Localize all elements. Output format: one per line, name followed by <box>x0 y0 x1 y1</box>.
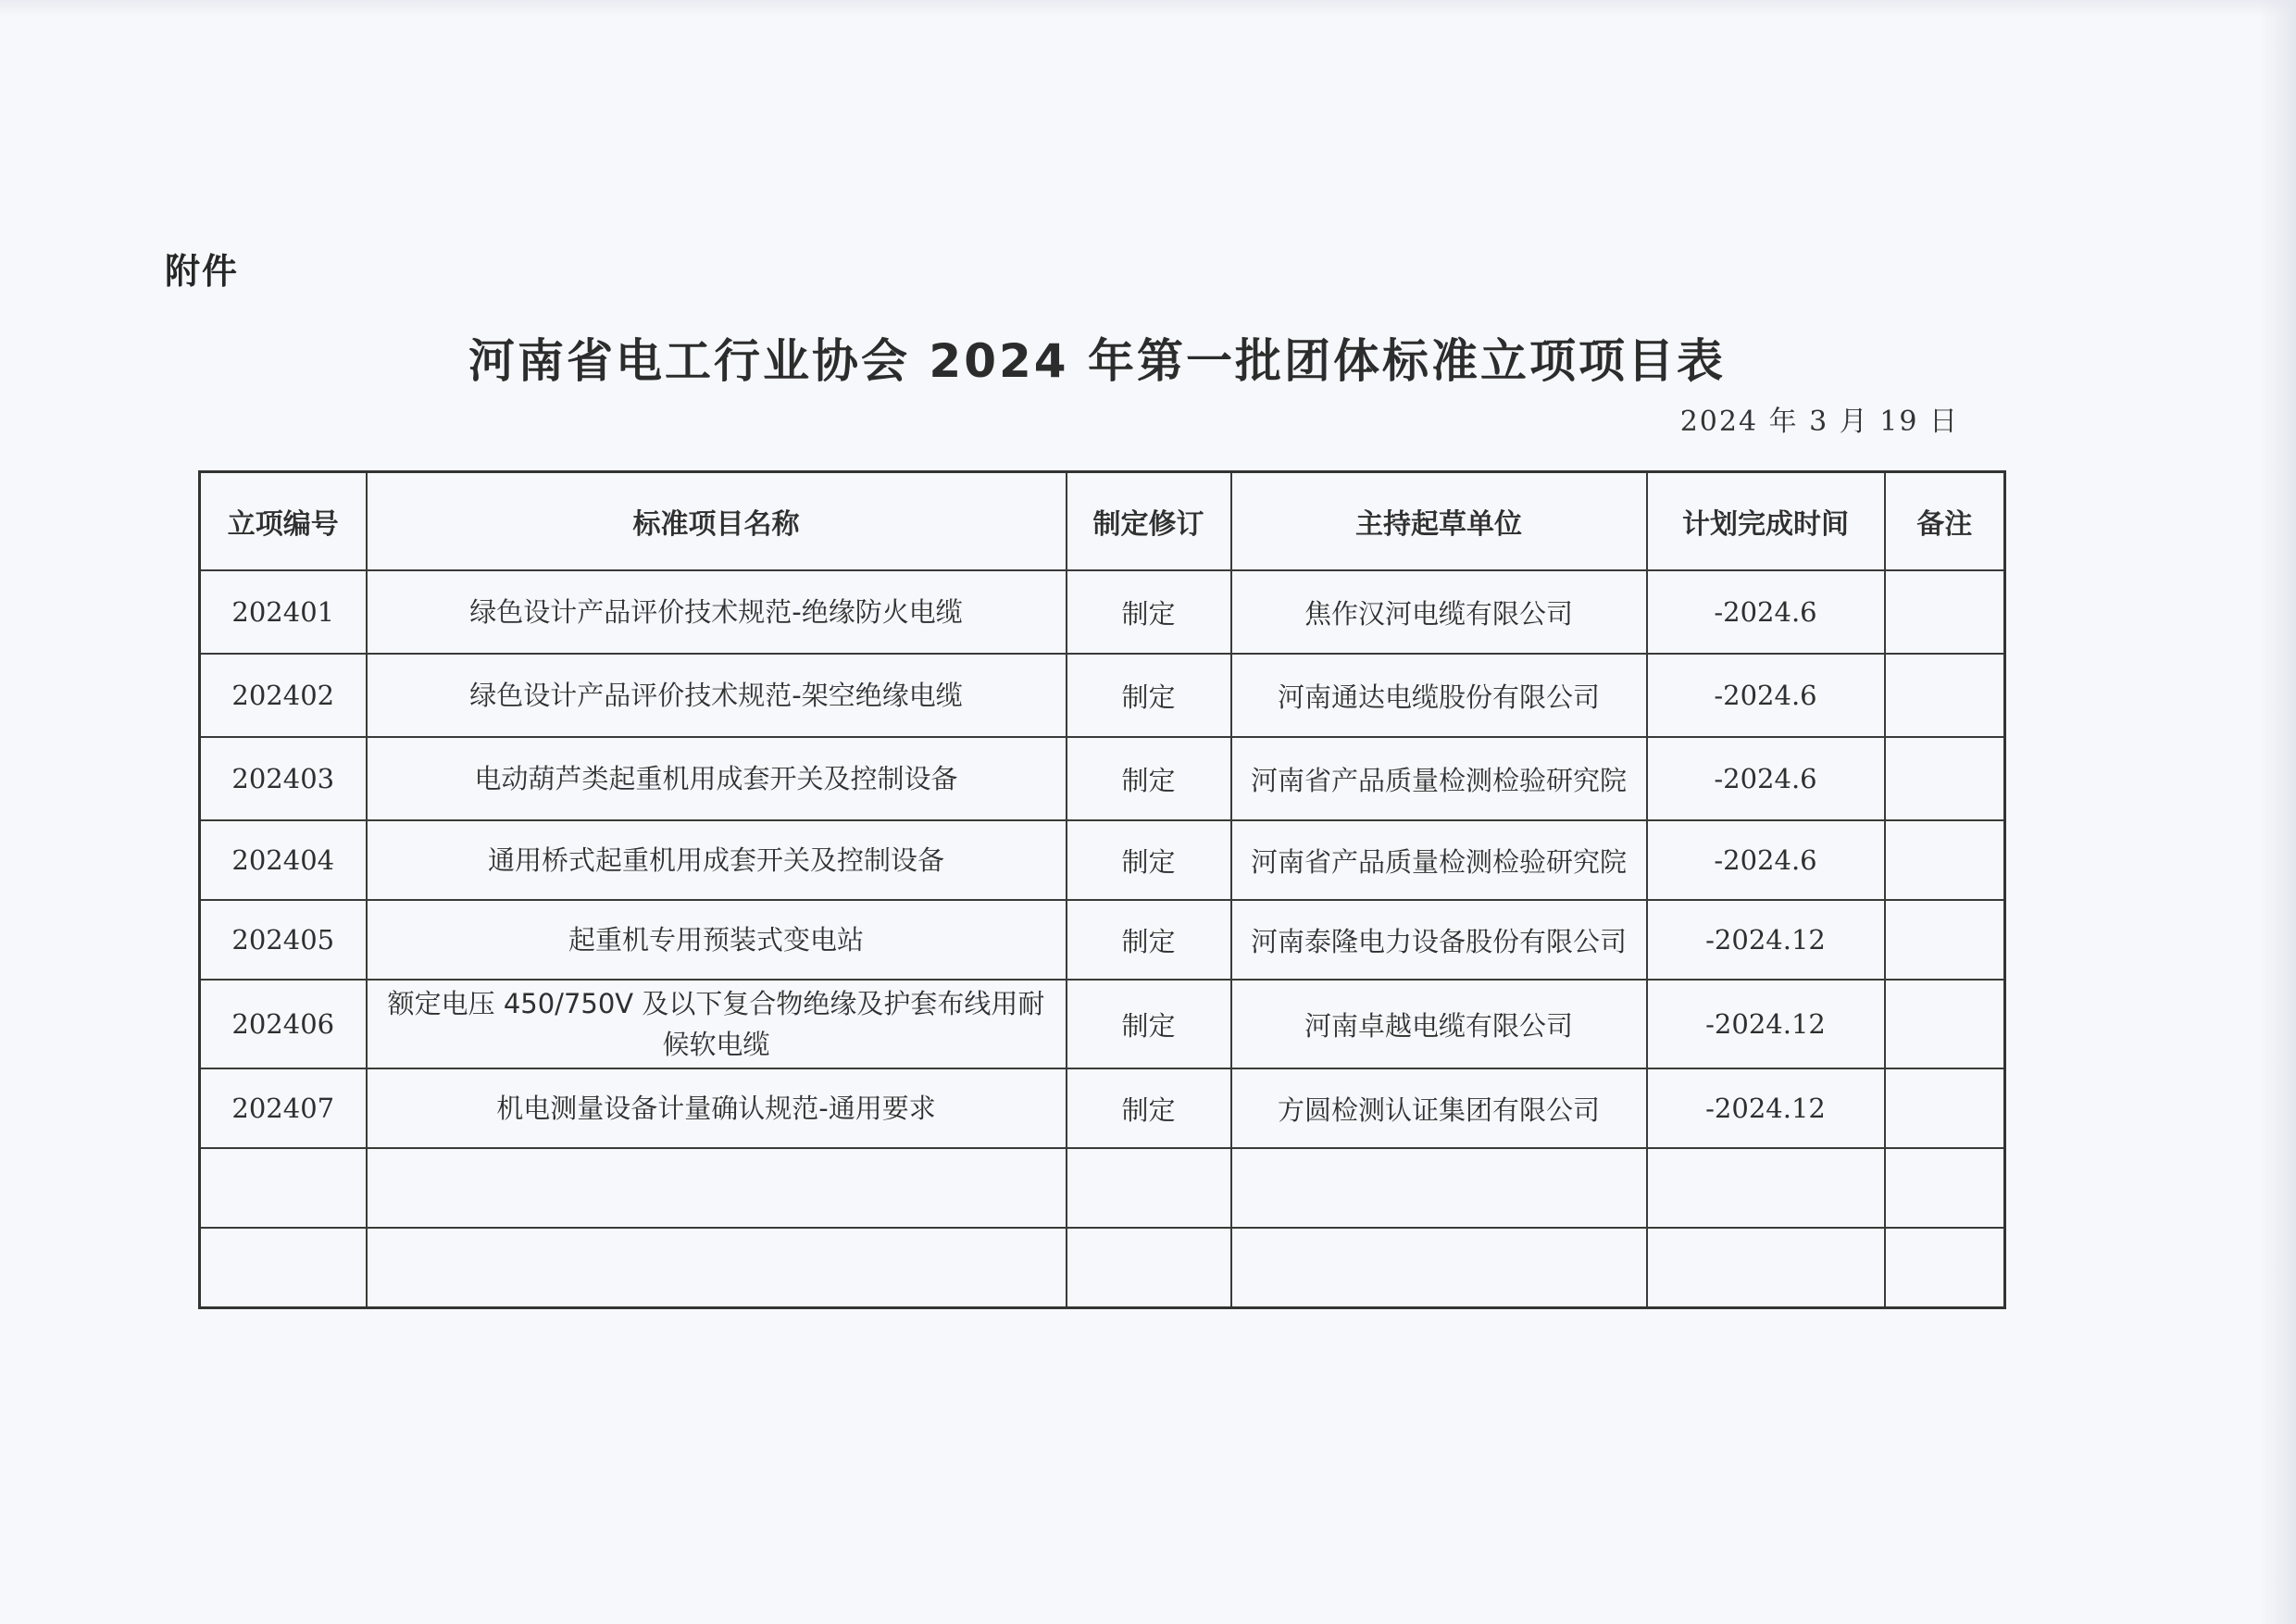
cell-project-name: 起重机专用预装式变电站 <box>367 900 1067 980</box>
table-header-row <box>200 472 2005 571</box>
cell-project-id <box>200 1228 367 1308</box>
scan-edge <box>0 0 2296 17</box>
cell-deadline: -2024.6 <box>1647 654 1885 737</box>
cell-deadline: -2024.6 <box>1647 570 1885 654</box>
cell-project-id <box>200 1148 367 1228</box>
cell-drafting-unit: 河南省产品质量检测检验研究院 <box>1231 820 1647 900</box>
cell-project-name: 额定电压 450/750V 及以下复合物绝缘及护套布线用耐候软电缆 <box>367 980 1067 1068</box>
header-type: 制定修订 <box>1067 472 1231 571</box>
scan-edge <box>2259 0 2296 1624</box>
table-row <box>200 900 2005 980</box>
table-row <box>200 737 2005 820</box>
header-project-id: 立项编号 <box>200 472 367 571</box>
cell-deadline: -2024.6 <box>1647 737 1885 820</box>
cell-note <box>1885 1148 2005 1228</box>
cell-type: 制定 <box>1067 820 1231 900</box>
cell-drafting-unit <box>1231 1228 1647 1308</box>
cell-drafting-unit: 方圆检测认证集团有限公司 <box>1231 1068 1647 1148</box>
cell-drafting-unit: 河南卓越电缆有限公司 <box>1231 980 1647 1068</box>
cell-project-name: 机电测量设备计量确认规范-通用要求 <box>367 1068 1067 1148</box>
table-row <box>200 980 2005 1068</box>
table-row <box>200 1068 2005 1148</box>
cell-project-id: 202403 <box>200 737 367 820</box>
cell-drafting-unit: 河南通达电缆股份有限公司 <box>1231 654 1647 737</box>
cell-project-name: 电动葫芦类起重机用成套开关及控制设备 <box>367 737 1067 820</box>
cell-project-id: 202407 <box>200 1068 367 1148</box>
cell-drafting-unit: 焦作汉河电缆有限公司 <box>1231 570 1647 654</box>
cell-note <box>1885 820 2005 900</box>
cell-note <box>1885 1228 2005 1308</box>
cell-project-id: 202406 <box>200 980 367 1068</box>
cell-project-id: 202404 <box>200 820 367 900</box>
cell-type: 制定 <box>1067 570 1231 654</box>
cell-type: 制定 <box>1067 980 1231 1068</box>
cell-note <box>1885 1068 2005 1148</box>
cell-note <box>1885 900 2005 980</box>
cell-note <box>1885 737 2005 820</box>
cell-note <box>1885 654 2005 737</box>
cell-type: 制定 <box>1067 737 1231 820</box>
cell-note <box>1885 570 2005 654</box>
cell-project-name: 绿色设计产品评价技术规范-架空绝缘电缆 <box>367 654 1067 737</box>
table-row <box>200 1148 2005 1228</box>
attachment-label: 附件 <box>165 251 240 292</box>
cell-drafting-unit <box>1231 1148 1647 1228</box>
cell-type: 制定 <box>1067 1068 1231 1148</box>
header-project-name: 标准项目名称 <box>367 472 1067 571</box>
cell-deadline: -2024.12 <box>1647 900 1885 980</box>
cell-project-name: 通用桥式起重机用成套开关及控制设备 <box>367 820 1067 900</box>
cell-type <box>1067 1148 1231 1228</box>
cell-project-id: 202405 <box>200 900 367 980</box>
table-row <box>200 570 2005 654</box>
header-drafting-unit: 主持起草单位 <box>1231 472 1647 571</box>
cell-project-id: 202402 <box>200 654 367 737</box>
cell-type <box>1067 1228 1231 1308</box>
cell-deadline: -2024.12 <box>1647 980 1885 1068</box>
cell-deadline <box>1647 1148 1885 1228</box>
table-row <box>200 1228 2005 1308</box>
header-note: 备注 <box>1885 472 2005 571</box>
cell-deadline: -2024.6 <box>1647 820 1885 900</box>
cell-deadline <box>1647 1228 1885 1308</box>
cell-type: 制定 <box>1067 900 1231 980</box>
cell-type: 制定 <box>1067 654 1231 737</box>
document-date: 2024 年 3 月 19 日 <box>1679 406 1959 438</box>
cell-project-id: 202401 <box>200 570 367 654</box>
cell-project-name <box>367 1148 1067 1228</box>
table-row <box>200 654 2005 737</box>
cell-project-name: 绿色设计产品评价技术规范-绝缘防火电缆 <box>367 570 1067 654</box>
cell-drafting-unit: 河南泰隆电力设备股份有限公司 <box>1231 900 1647 980</box>
cell-drafting-unit: 河南省产品质量检测检验研究院 <box>1231 737 1647 820</box>
cell-deadline: -2024.12 <box>1647 1068 1885 1148</box>
table-row <box>200 820 2005 900</box>
document-title: 河南省电工行业协会 2024 年第一批团体标准立项项目表 <box>468 334 1726 388</box>
project-table <box>198 470 2006 1309</box>
cell-note <box>1885 980 2005 1068</box>
header-deadline: 计划完成时间 <box>1647 472 1885 571</box>
cell-project-name <box>367 1228 1067 1308</box>
